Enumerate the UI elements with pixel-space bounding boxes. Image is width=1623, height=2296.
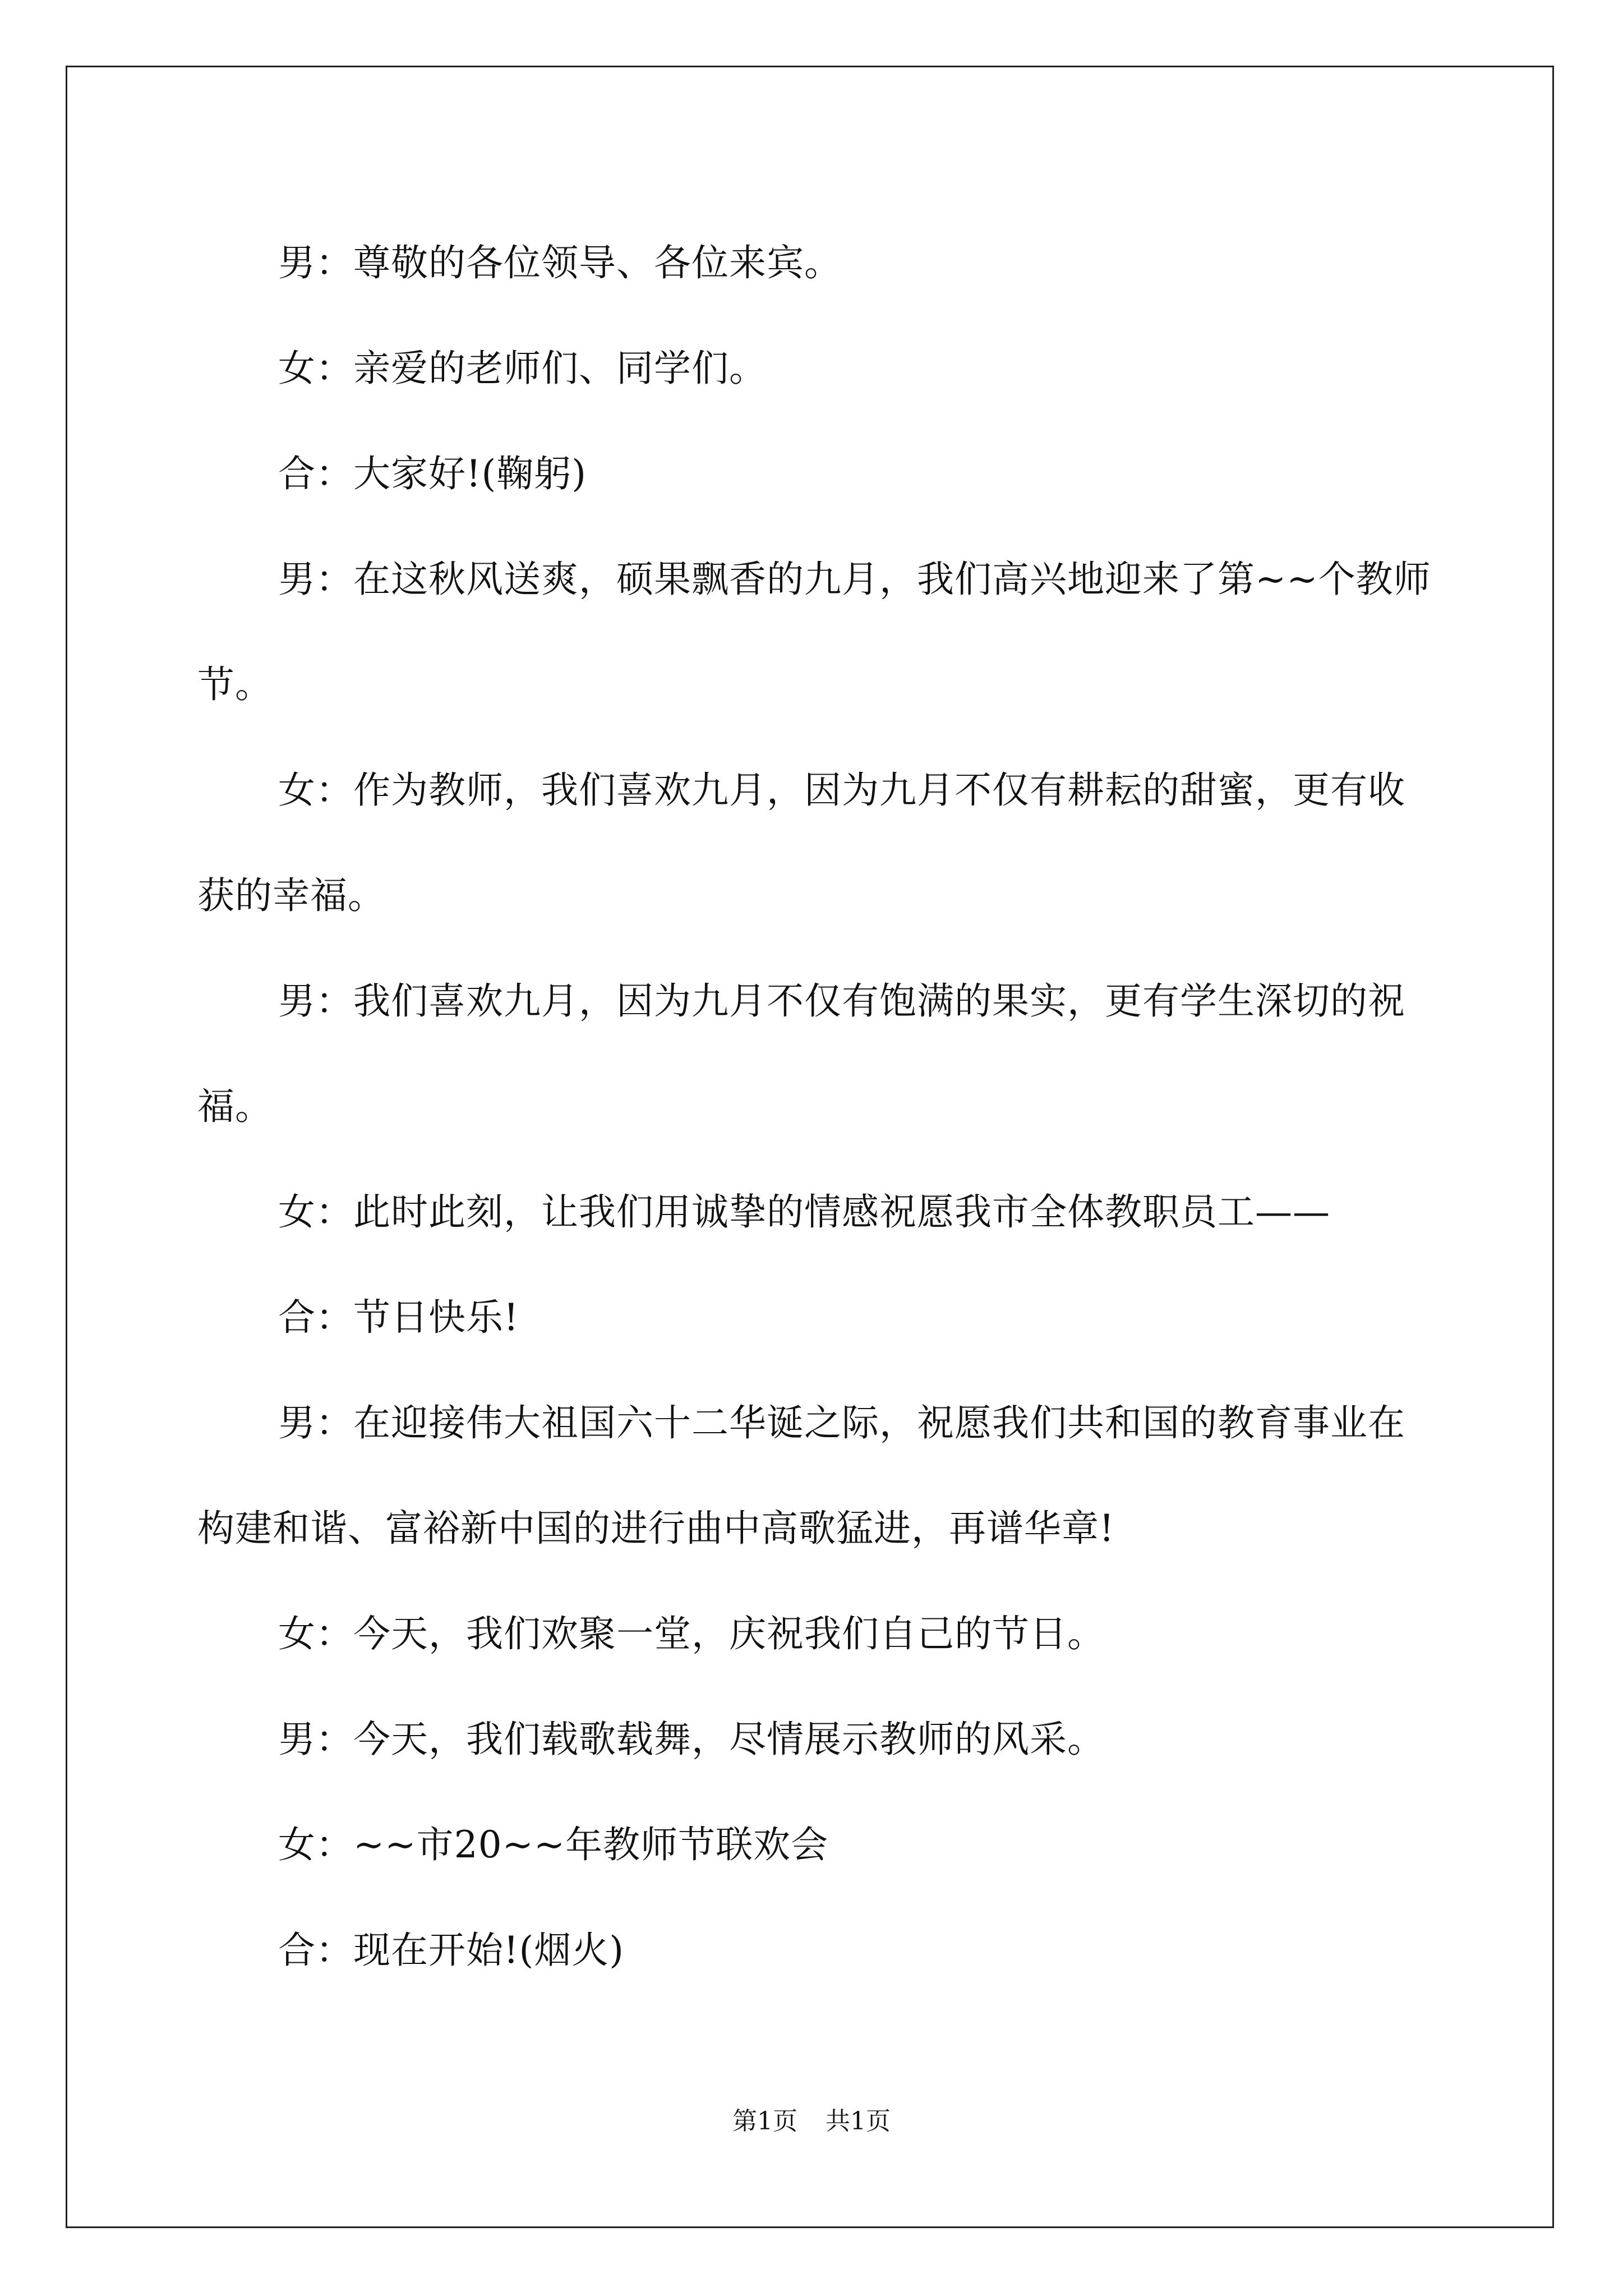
page-footer [0, 2101, 1623, 2137]
paragraph: 男：尊敬的各位领导、各位来宾。 [278, 241, 842, 284]
document-body [197, 210, 1431, 2003]
paragraph: 男：今天，我们载歌载舞，尽情展示教师的风采。 [278, 1718, 1105, 1761]
paragraph: 女：~~市20~~年教师节联欢会 [278, 1823, 829, 1866]
paragraph: 男：在迎接伟大祖国六十二华诞之际，祝愿我们共和国的教育事业在构建和谐、富裕新中国的进行曲中高歌猛进，再谱华章! [197, 1401, 1405, 1550]
paragraph: 女：作为教师，我们喜欢九月，因为九月不仅有耕耘的甜蜜，更有收获的幸福。 [197, 769, 1405, 917]
paragraph: 女：今天，我们欢聚一堂，庆祝我们自己的节日。 [278, 1612, 1105, 1655]
page-number-current: 第1页 [732, 2107, 797, 2136]
paragraph: 合：现在开始!(烟火) [278, 1929, 625, 1972]
paragraph: 男：我们喜欢九月，因为九月不仅有饱满的果实，更有学生深切的祝福。 [197, 979, 1405, 1128]
paragraph: 合：节日快乐! [278, 1296, 519, 1339]
page-number-total: 共1页 [826, 2107, 891, 2136]
paragraph: 男：在这秋风送爽，硕果飘香的九月，我们高兴地迎来了第~~个教师节。 [197, 558, 1431, 706]
paragraph: 合：大家好!(鞠躬) [278, 452, 587, 495]
paragraph: 女：此时此刻，让我们用诚挚的情感祝愿我市全体教职员工—— [278, 1190, 1330, 1234]
paragraph: 女：亲爱的老师们、同学们。 [278, 347, 767, 390]
